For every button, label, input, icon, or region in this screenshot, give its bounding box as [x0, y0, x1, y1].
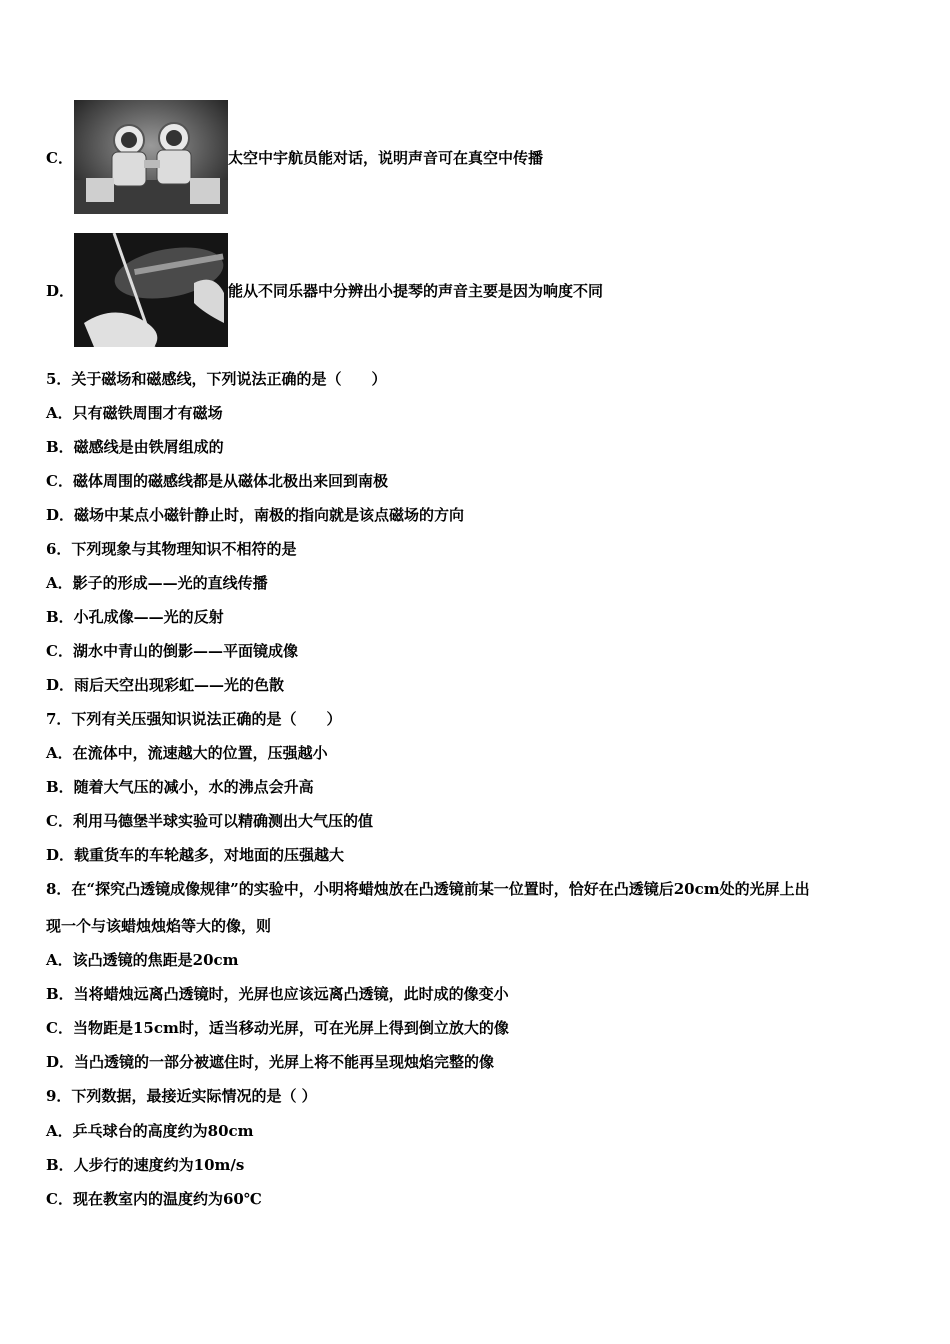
question-6-stem: 6．下列现象与其物理知识不相符的是: [46, 540, 297, 558]
option-c-row: [46, 100, 543, 214]
violin-photo: [74, 233, 228, 347]
q6-option-c: C．湖水中青山的倒影——平面镜成像: [46, 642, 298, 660]
option-letter: C．: [46, 148, 73, 167]
q9-option-a: A．乒乓球台的高度约为80cm: [46, 1122, 254, 1140]
question-7-stem: 7．下列有关压强知识说法正确的是（ ）: [46, 710, 342, 728]
q6-option-a: A．影子的形成——光的直线传播: [46, 574, 268, 592]
q5-option-c: C．磁体周围的磁感线都是从磁体北极出来回到南极: [46, 472, 388, 490]
q8-option-c: C．当物距是15cm时，适当移动光屏，可在光屏上得到倒立放大的像: [46, 1019, 509, 1037]
q5-option-d: D．磁场中某点小磁针静止时，南极的指向就是该点磁场的方向: [46, 506, 465, 524]
question-5-stem: 5．关于磁场和磁感线，下列说法正确的是（ ）: [46, 370, 387, 388]
question-8-stem-line2: 现一个与该蜡烛烛焰等大的像，则: [46, 917, 272, 935]
q7-option-d: D．载重货车的车轮越多，对地面的压强越大: [46, 846, 345, 864]
q8-option-b: B．当将蜡烛远离凸透镜时，光屏也应该远离凸透镜，此时成的像变小: [46, 985, 509, 1003]
q7-option-b: B．随着大气压的减小，水的沸点会升高: [46, 778, 314, 796]
q7-option-c: C．利用马德堡半球实验可以精确测出大气压的值: [46, 812, 373, 830]
q9-option-b: B．人步行的速度约为10m/s: [46, 1156, 245, 1174]
option-c-text: 太空中宇航员能对话，说明声音可在真空中传播: [228, 148, 544, 167]
option-d-row: [46, 233, 603, 347]
q7-option-a: A．在流体中，流速越大的位置，压强越小: [46, 744, 328, 762]
q6-option-d: D．雨后天空出现彩虹——光的色散: [46, 676, 285, 694]
option-letter: D．: [46, 281, 75, 300]
q8-option-d: D．当凸透镜的一部分被遮住时，光屏上将不能再呈现烛焰完整的像: [46, 1053, 495, 1071]
q9-option-c: C．现在教室内的温度约为60℃: [46, 1190, 262, 1208]
astronauts-photo: [74, 100, 228, 214]
question-8-stem-line1: 8．在“探究凸透镜成像规律”的实验中，小明将蜡烛放在凸透镜前某一位置时，恰好在凸透镜后20cm处的光屏上出: [46, 880, 810, 898]
question-9-stem: 9．下列数据，最接近实际情况的是（ ）: [46, 1087, 317, 1105]
option-d-text: 能从不同乐器中分辨出小提琴的声音主要是因为响度不同: [228, 281, 604, 300]
q5-option-a: A．只有磁铁周围才有磁场: [46, 404, 223, 422]
q5-option-b: B．磁感线是由铁屑组成的: [46, 438, 224, 456]
q6-option-b: B．小孔成像——光的反射: [46, 608, 224, 626]
q8-option-a: A．该凸透镜的焦距是20cm: [46, 951, 239, 969]
